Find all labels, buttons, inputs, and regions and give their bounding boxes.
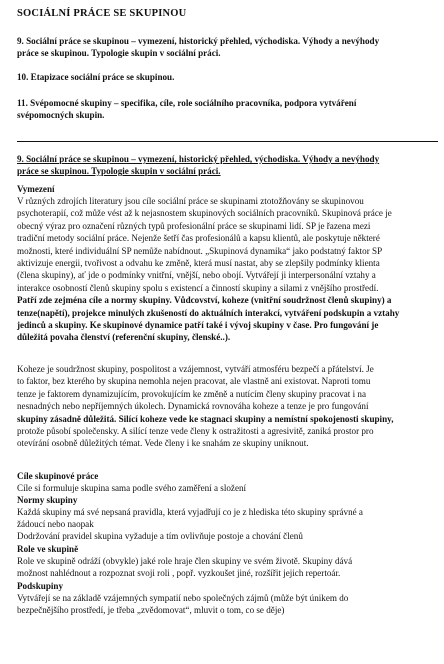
vymezeni-heading: Vymezení	[17, 184, 55, 194]
topic-9-line-1: 9. Sociální práce se skupinou – vymezení, historický přehled, východiska. Výhody a nevýhody	[17, 36, 380, 46]
paragraph-line: tenze(napětí), projekce minulých zkušeností do aktuálních interakcí, vytváření podskupin a vztahy	[17, 307, 400, 318]
topic-9-line-2: práce se skupinou. Typologie skupin v sociální práci.	[17, 48, 221, 58]
paragraph-line: to faktor, bez kterého by skupina nemohla nejen pracovat, ale vlastně ani existovat. Naproti tomu	[17, 376, 371, 387]
topic-10: 10. Etapizace sociální práce se skupinou.	[17, 72, 175, 82]
paragraph-line: skupiny zásadně důležitá. Silící koheze vede ke stagnaci skupiny a nemístní spokojenosti skupiny,	[17, 413, 394, 424]
paragraph-line: aktivizuje energii, tvořivost a odvahu ke změně, která musí nastat, aby se zlepšily podmínky klienta	[17, 258, 380, 269]
paragraph-line: tradiční metody sociální práce. Nejenže šetří čas profesionálů a kapsu klientů, ale poskytuje některé	[17, 233, 380, 244]
paragraph-line: interakce osobností členů skupiny spolu s existencí a činností skupiny a silami z vnějšího prostředí.	[17, 282, 379, 293]
normy-line-2: žádoucí nebo naopak	[17, 519, 94, 529]
normy-line-3: Dodržování pravidel skupina vyžaduje a tím ovlivňuje postoje a chování členů	[17, 531, 303, 541]
koheze-paragraph	[17, 363, 434, 450]
paragraph-line: protože působí společensky. A silící tenze vede členy k ostražitosti a agresivitě, zaniká prostor pro	[17, 426, 374, 437]
paragraph-line: Patří zde zejména cíle a normy skupiny. Vůdcovství, koheze (vnitřní soudržnost členů skupiny) a	[17, 295, 392, 306]
role-heading: Role ve skupině	[17, 544, 79, 554]
role-line-1: Role ve skupině odráží (obvykle) jaké role hraje člen skupiny ve svém životě. Skupiny dává	[17, 556, 353, 566]
cile-intro: Cíle si formuluje skupina sama podle svého zaměření a složení	[17, 483, 247, 493]
podskupiny-line-2: bezpečnějšího prostředí, je třeba „zvědomovat“, mluvit o tom, co se děje)	[17, 605, 285, 615]
section-heading-line-1: 9. Sociální práce se skupinou – vymezení, historický přehled, východiska. Výhody a nevýhody	[17, 154, 380, 164]
section-heading-line-2: práce se skupinou. Typologie skupin v sociální práci.	[17, 166, 221, 176]
paragraph-line: (člena skupiny), ať jde o podmínky vnitřní, vnější, nebo obojí. Vytvářejí ji interpersonální vztahy a	[17, 270, 376, 281]
vymezeni-paragraph	[17, 195, 434, 344]
cile-heading: Cíle skupinové práce	[17, 471, 99, 481]
topic-11-line-2: svépomocných skupin.	[17, 110, 105, 120]
role-line-2: možnost nahlédnout a rozpoznat svoji roli , popř. vyzkoušet jiné, rozšířit jejich repertoár.	[17, 568, 341, 578]
paragraph-line: otevírání osobně důležitých témat. Vede členy i ke snahám ze skupiny uniknout.	[17, 438, 309, 449]
normy-heading: Normy skupiny	[17, 495, 78, 505]
document-title: SOCIÁLNÍ PRÁCE SE SKUPINOU	[17, 8, 187, 19]
paragraph-line: tenze je faktorem dynamizujícím, provokujícím ke změně a nutícím členy skupiny pracovat i na	[17, 388, 366, 399]
podskupiny-line-1: Vytvářejí se na základě vzájemných sympatií nebo společných zájmů (může být únikem do	[17, 593, 349, 603]
paragraph-line: jedinců a skupiny. Ke skupinové dynamice patří také i vývoj skupiny v čase. Pro fungování je	[17, 320, 379, 331]
separator-line	[17, 141, 438, 142]
topic-11-line-1: 11. Svépomocné skupiny – specifika, cíle, role sociálního pracovníka, podpora vytváření	[17, 98, 357, 108]
paragraph-line: psychoterapií, což může vést až k nejasnostem skupinových sociálních pracovníků. Skupinová práce je	[17, 208, 392, 219]
paragraph-line: důležitá povaha členství (referenční skupiny, členské..).	[17, 332, 231, 343]
normy-line-1: Každá skupiny má své nepsaná pravidla, která vyjadřují co je z hlediska této skupiny správné a	[17, 507, 363, 517]
paragraph-line: V různých zdrojích literatury jsou cíle sociální práce se skupinami ztotožňovány se skupinovou	[17, 196, 364, 206]
paragraph-line: nesnadných nebo nepříjemných úkolech. Dynamická rovnováha koheze a tenze je pro fungování	[17, 401, 369, 412]
paragraph-line: obecný výraz pro označení různých typů profesionální práce se skupinami lidí. SP je řazena mezi	[17, 220, 371, 231]
podskupiny-heading: Podskupiny	[17, 581, 64, 591]
paragraph-line: možnosti, které individuální SP nemůže nabídnout. „Skupinová dynamika“ jako podstatný faktor SP	[17, 245, 383, 256]
paragraph-line: Koheze je soudržnost skupiny, pospolitost a vzájemnost, vytváří atmosféru bezpečí a přátelství. Je	[17, 364, 374, 374]
